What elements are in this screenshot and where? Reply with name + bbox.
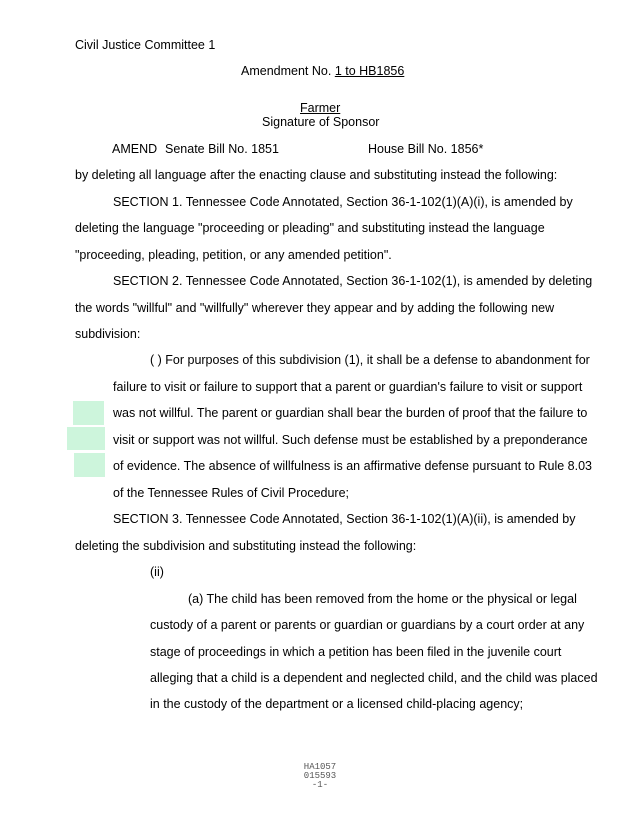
- margin-highlight-3: [74, 453, 105, 477]
- paragraph-a-line4: alleging that a child is a dependent and neglected child, and the child was placed: [150, 671, 598, 685]
- subdivision-line4: visit or support was not willful. Such defense must be established by a preponderance: [113, 433, 588, 447]
- footer-code-1: HA1057: [303, 762, 337, 772]
- subdivision-line3: was not willful. The parent or guardian shall bear the burden of proof that the failure to: [113, 406, 588, 420]
- senate-bill: Senate Bill No. 1851: [165, 142, 279, 156]
- section2-line3: subdivision:: [75, 327, 141, 341]
- section2-line2: the words "willful" and "willfully" wherever they appear and by adding the following new: [75, 301, 555, 315]
- subdivision-line2: failure to visit or failure to support that a parent or guardian's failure to visit or support: [113, 380, 583, 394]
- page-number: -1-: [311, 780, 329, 790]
- subdivision-line5: of evidence. The absence of willfulness is an affirmative defense pursuant to Rule 8.03: [113, 459, 592, 473]
- amendment-number: 1 to HB1856: [334, 64, 405, 78]
- house-bill: House Bill No. 1856*: [368, 142, 484, 156]
- section2-line1: SECTION 2. Tennessee Code Annotated, Section 36-1-102(1), is amended by deleting: [113, 274, 593, 288]
- subdivision-line6: of the Tennessee Rules of Civil Procedure;: [113, 486, 350, 500]
- footer-code-2: 015593: [303, 771, 337, 781]
- subdivision-line1: ( ) For purposes of this subdivision (1), it shall be a defense to abandonment for: [150, 353, 590, 367]
- paragraph-a-line1: (a) The child has been removed from the home or the physical or legal: [188, 592, 577, 606]
- section1-line1: SECTION 1. Tennessee Code Annotated, Section 36-1-102(1)(A)(i), is amended by: [113, 195, 573, 209]
- intro-line: by deleting all language after the enacting clause and substituting instead the following:: [75, 168, 558, 182]
- sponsor-name: Farmer: [300, 101, 341, 115]
- amendment-title: [241, 64, 404, 78]
- section1-line2: deleting the language "proceeding or pleading" and substituting instead the language: [75, 221, 545, 235]
- committee-label: Civil Justice Committee 1: [75, 38, 216, 52]
- sponsor-caption: Signature of Sponsor: [262, 115, 380, 129]
- paragraph-a-line3: stage of proceedings in which a petition has been filed in the juvenile court: [150, 645, 562, 659]
- subdivision-ii-label: (ii): [150, 565, 164, 579]
- paragraph-a-line5: in the custody of the department or a licensed child-placing agency;: [150, 697, 524, 711]
- margin-highlight-2: [67, 427, 105, 450]
- section3-line2: deleting the subdivision and substituting instead the following:: [75, 539, 417, 553]
- margin-highlight-1: [73, 401, 104, 425]
- paragraph-a-line2: custody of a parent or parents or guardian or guardians by a court order at any: [150, 618, 585, 632]
- amendment-prefix: Amendment No.: [241, 64, 332, 78]
- section1-line3: "proceeding, pleading, petition, or any amended petition".: [75, 248, 392, 262]
- section3-line1: SECTION 3. Tennessee Code Annotated, Section 36-1-102(1)(A)(ii), is amended by: [113, 512, 576, 526]
- amend-label: AMEND: [112, 142, 158, 156]
